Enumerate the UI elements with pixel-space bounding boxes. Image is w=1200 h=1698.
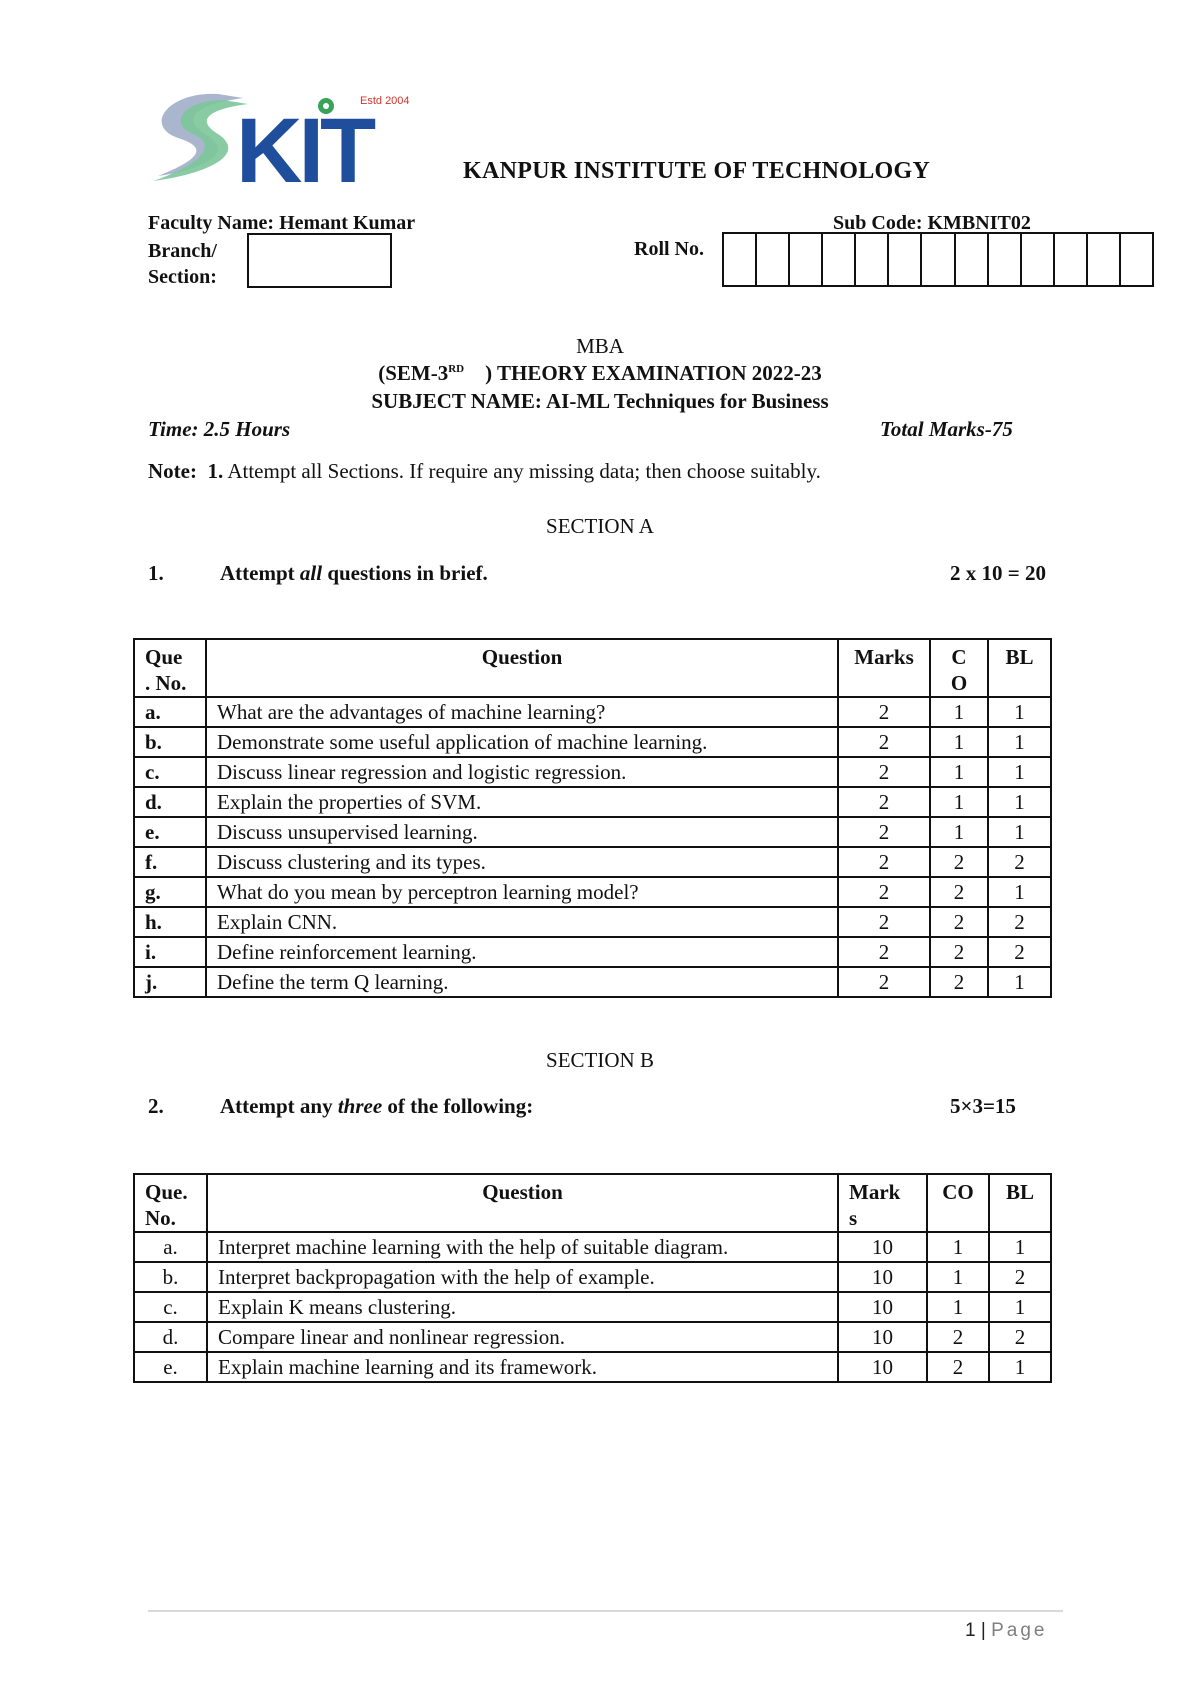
footer-divider [148,1610,1063,1612]
section-b-table [133,1173,1052,1383]
sub-code: Sub Code: KMBNIT02 [833,212,1031,234]
page-number: 1 | Page [965,1620,1048,1641]
program-name: MBA [576,334,624,358]
section-b-instruction: Attempt any three of the following: [220,1094,534,1118]
table-row: e. Discuss unsupervised learning. 2 1 1 [134,817,1051,847]
table-row: c. Discuss linear regression and logistic regression. 2 1 1 [134,757,1051,787]
branch-label: Branch/ Section: [148,240,217,288]
table-row: d. Compare linear and nonlinear regression. 10 2 2 [134,1322,1051,1352]
logo-estd: Estd 2004 [360,95,410,107]
roll-digit-box[interactable] [757,234,790,285]
table-row: i. Define reinforcement learning. 2 2 2 [134,937,1051,967]
roll-digit-box[interactable] [1022,234,1055,285]
header-qno: Que . No. [134,639,206,697]
section-a-table [133,638,1052,998]
roll-digit-box[interactable] [889,234,922,285]
section-b-marks: 5×3=15 [950,1094,1016,1118]
roll-digit-box[interactable] [956,234,989,285]
header-marks: Marks [838,639,930,697]
table-header-row [134,1174,1051,1232]
section-a-marks: 2 x 10 = 20 [950,561,1046,585]
roll-digit-box[interactable] [1121,234,1152,285]
branch-section-box[interactable] [247,233,392,288]
section-a-title: SECTION A [546,514,654,538]
header-question: Question [207,1174,838,1232]
table-header-row [134,639,1051,697]
header-co: CO [927,1174,989,1232]
logo-text: KIT [236,100,373,202]
roll-digit-box[interactable] [856,234,889,285]
header-bl: BL [988,639,1051,697]
faculty-name: Faculty Name: Hemant Kumar [148,212,416,234]
table-row: d. Explain the properties of SVM. 2 1 1 [134,787,1051,817]
roll-digit-box[interactable] [922,234,955,285]
header-bl: BL [989,1174,1051,1232]
exam-title: (SEM-3RD ) THEORY EXAMINATION 2022-23 [378,361,822,385]
table-row: a. Interpret machine learning with the help of suitable diagram. 10 1 1 [134,1232,1051,1262]
table-row: g. What do you mean by perceptron learning model? 2 2 1 [134,877,1051,907]
table-row: j. Define the term Q learning. 2 2 1 [134,967,1051,997]
section-a-instruction: Attempt all questions in brief. [220,561,488,585]
header-marks: Mark s [838,1174,927,1232]
roll-no-label: Roll No. [634,238,704,260]
table-row: a. What are the advantages of machine learning? 2 1 1 [134,697,1051,727]
roll-digit-box[interactable] [823,234,856,285]
roll-digit-box[interactable] [1088,234,1121,285]
table-row: h. Explain CNN. 2 2 2 [134,907,1051,937]
section-a-number: 1. [148,561,164,585]
header-question: Question [206,639,838,697]
section-b-title: SECTION B [546,1048,654,1072]
table-row: e. Explain machine learning and its framework. 10 2 1 [134,1352,1051,1382]
roll-digit-box[interactable] [724,234,757,285]
table-row: b. Interpret backpropagation with the help of example. 10 1 2 [134,1262,1051,1292]
roll-digit-box[interactable] [790,234,823,285]
header-qno: Que. No. [134,1174,207,1232]
section-b-number: 2. [148,1094,164,1118]
header-co: C O [930,639,988,697]
roll-digit-box[interactable] [989,234,1022,285]
subject-name: SUBJECT NAME: AI-ML Techniques for Business [371,389,829,413]
roll-digit-box[interactable] [1055,234,1088,285]
institute-name: KANPUR INSTITUTE OF TECHNOLOGY [463,158,931,184]
table-row: f. Discuss clustering and its types. 2 2 2 [134,847,1051,877]
exam-time: Time: 2.5 Hours [148,417,291,441]
exam-note: Note: 1. Attempt all Sections. If require any missing data; then choose suitably. [148,459,821,483]
table-row: c. Explain K means clustering. 10 1 1 [134,1292,1051,1322]
total-marks: Total Marks-75 [880,417,1013,441]
roll-no-boxes[interactable] [722,232,1154,287]
table-row: b. Demonstrate some useful application of machine learning. 2 1 1 [134,727,1051,757]
institute-logo [148,86,410,202]
